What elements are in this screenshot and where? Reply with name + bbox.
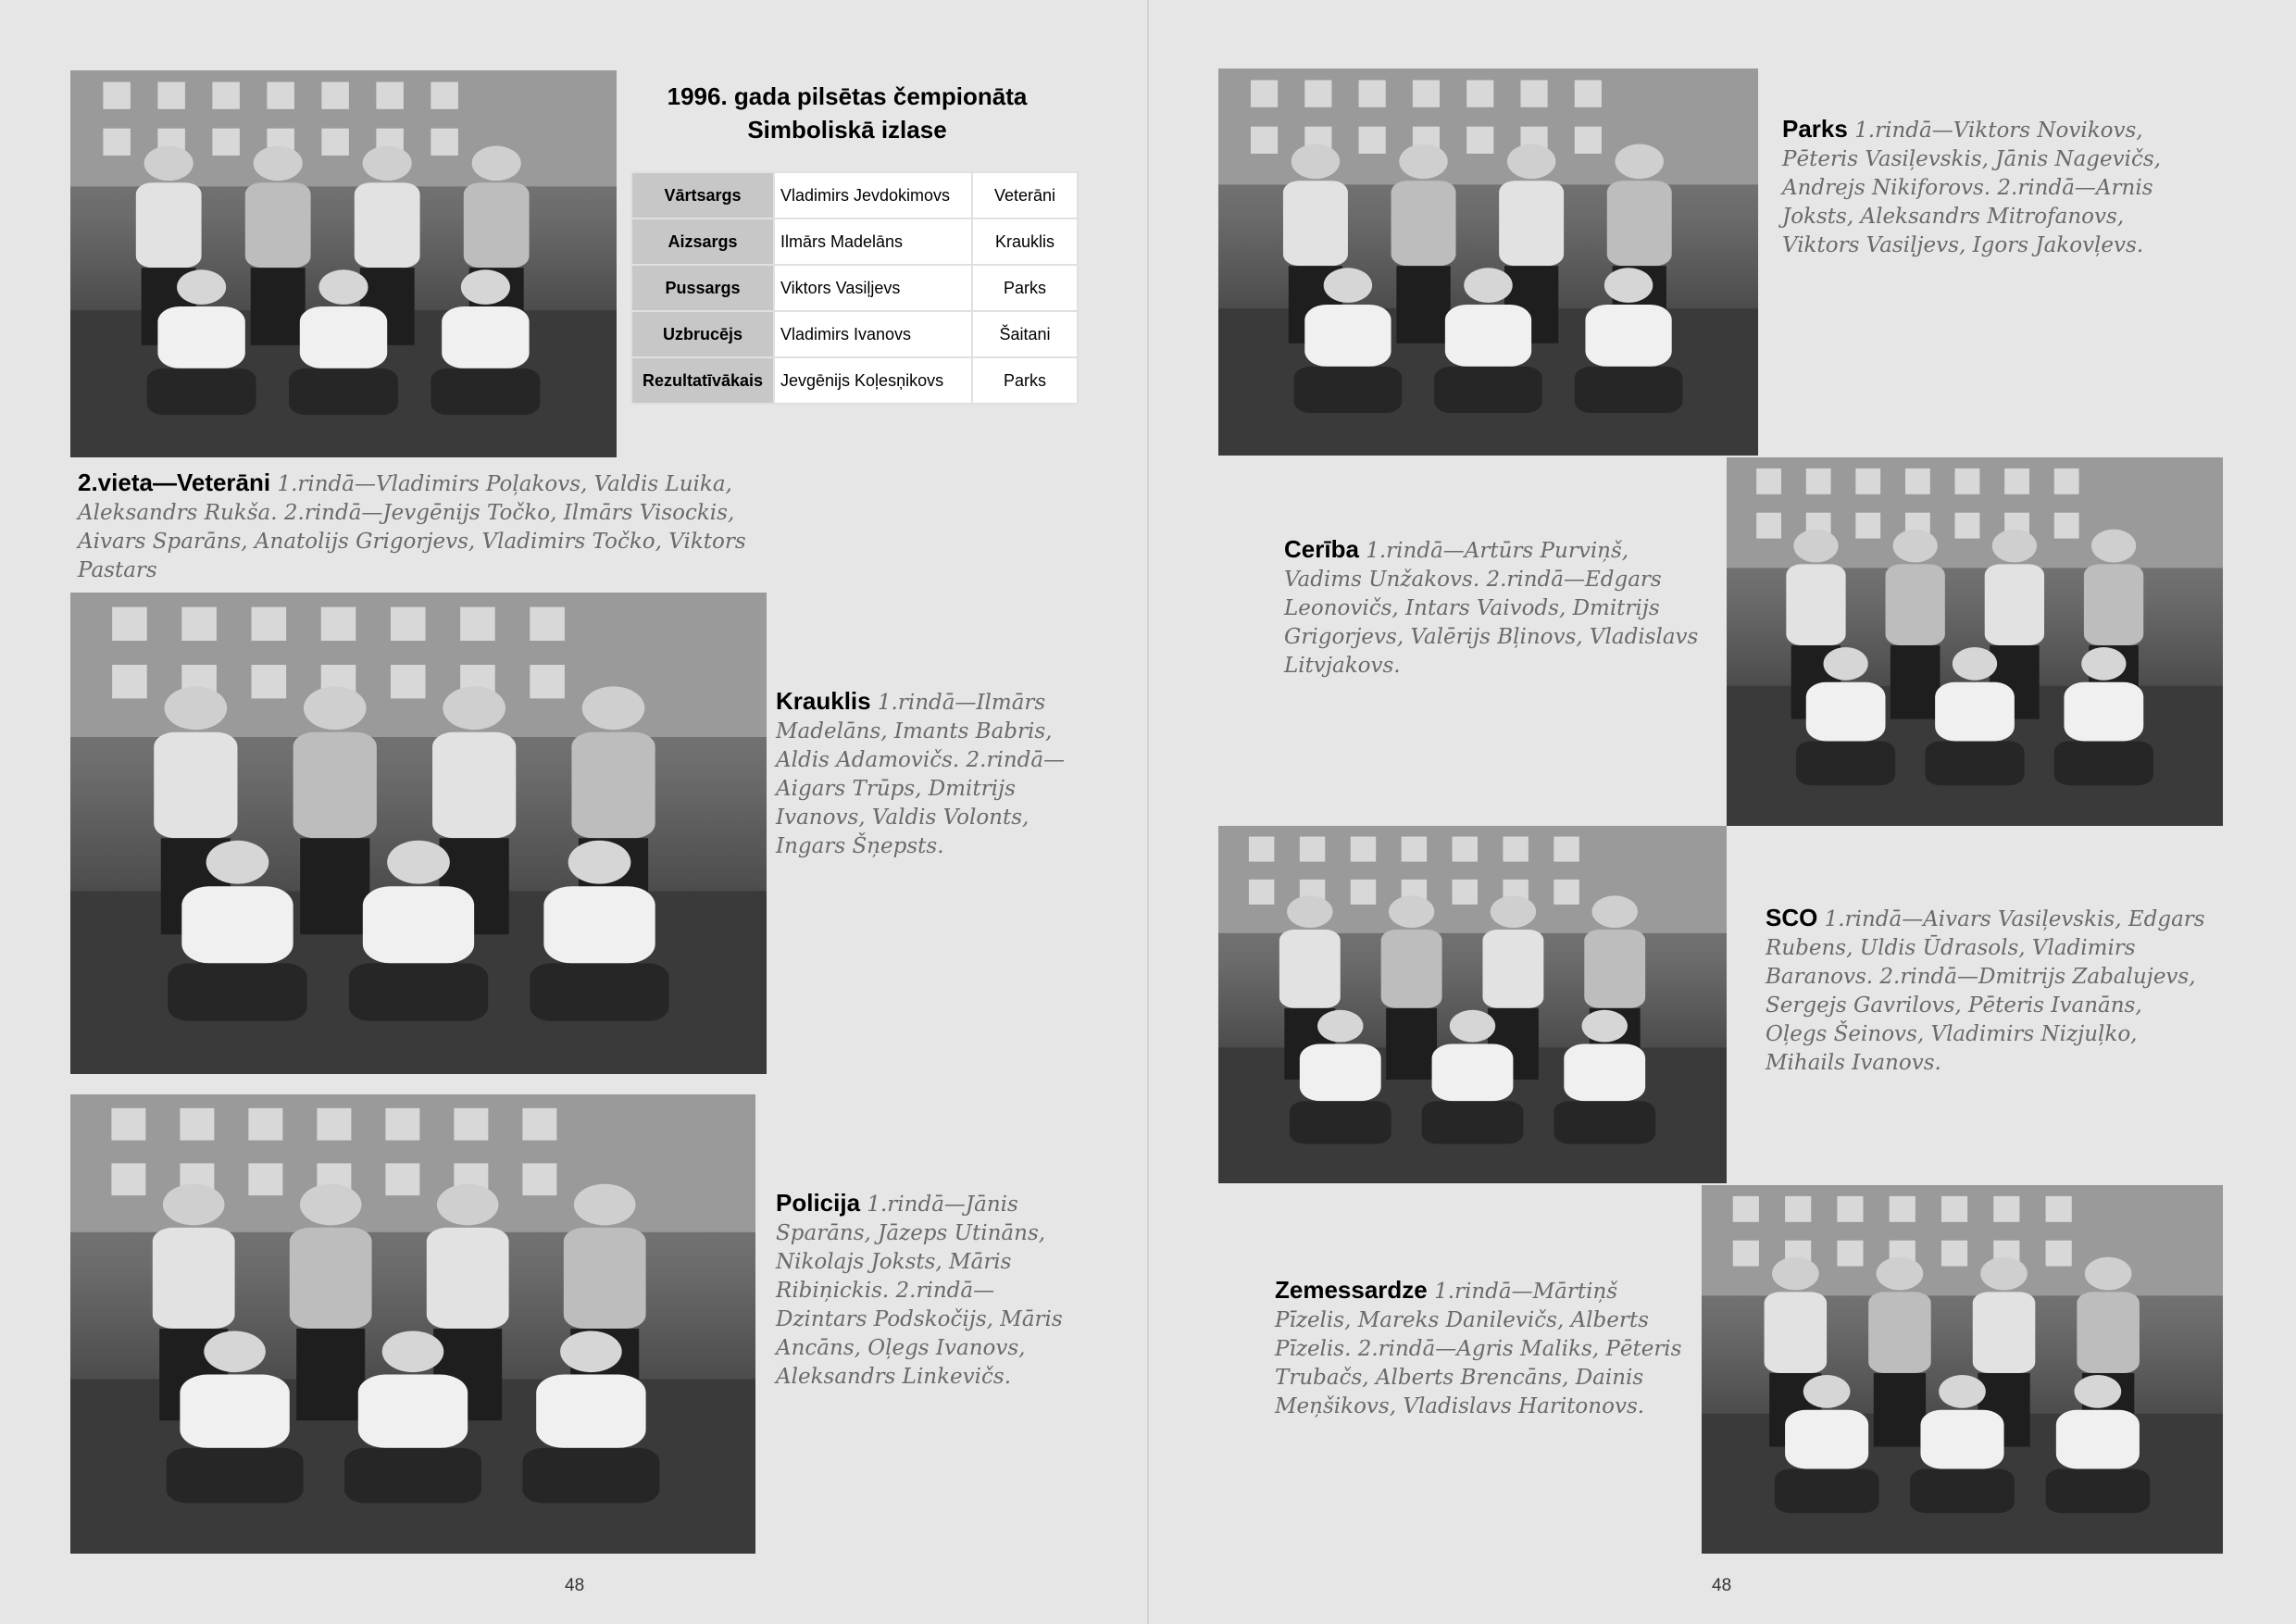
team-photo-veterani — [70, 70, 617, 457]
caption-krauklis — [776, 687, 1081, 861]
player-cell: Viktors Vasiļjevs — [774, 265, 972, 311]
team-cell: Parks — [972, 265, 1078, 311]
caption-veterani — [78, 468, 809, 585]
team-cell: Krauklis — [972, 219, 1078, 265]
table-row — [631, 172, 1078, 219]
position-cell: Vārtsargs — [631, 172, 774, 219]
caption-team-name: Krauklis — [776, 687, 871, 715]
team-photo-parks — [1218, 69, 1758, 456]
caption-text: 1.rindā—Mārtiņš Pīzelis, Mareks Danilevičs, Alberts Pīzelis. 2.rindā—Agris Maliks, Pēteris Trubačs, Alberts Brencāns, Dainis Meņšikovs, Vladislavs Haritonovs. — [1275, 1280, 1682, 1418]
team-photo-sco — [1218, 826, 1727, 1183]
caption-text: 1.rindā—Vladimirs Poļakovs, Valdis Luika, Aleksandrs Rukša. 2.rindā—Jevgēnijs Točko, Ilmārs Visockis, Aivars Sparāns, Anatolijs Grigorjevs, Vladimirs Točko, Viktors Pastars — [78, 472, 746, 582]
team-photo-krauklis — [70, 593, 767, 1074]
team-photo-policija — [70, 1094, 755, 1554]
caption-text: 1.rindā—Artūrs Purviņš, Vadims Unžakovs. 2.rindā—Edgars Leonovičs, Intars Vaivods, Dmitrijs Grigorjevs, Valērijs Bļinovs, Vladislavs Litvjakovs. — [1284, 539, 1699, 678]
caption-sco — [1766, 904, 2205, 1078]
caption-text: 1.rindā—Aivars Vasiļevskis, Edgars Rubens, Uldis Ūdrasols, Vladimirs Baranovs. 2.rindā—Dmitrijs Zabalujevs, Sergejs Gavrilovs, Pēteris Ivanāns, Oļegs Šeinovs, Vladimirs Nizjuļko, Mihails Ivanovs. — [1766, 907, 2205, 1075]
team-cell: Šaitani — [972, 311, 1078, 357]
position-cell: Aizsargs — [631, 219, 774, 265]
table-title — [639, 80, 1055, 146]
caption-parks — [1782, 115, 2180, 260]
symbolic-team-table — [630, 171, 1079, 405]
caption-team-name: Zemessardze — [1275, 1276, 1428, 1304]
caption-text: 1.rindā—Ilmārs Madelāns, Imants Babris, Aldis Adamovičs. 2.rindā—Aigars Trūps, Dmitrijs Ivanovs, Valdis Volonts, Ingars Šņepsts. — [776, 691, 1066, 858]
table-title-line2: Simboliskā izlase — [747, 116, 947, 144]
player-cell: Vladimirs Jevdokimovs — [774, 172, 972, 219]
team-cell: Parks — [972, 357, 1078, 404]
page-number: 48 — [1712, 1576, 1732, 1595]
table-row — [631, 219, 1078, 265]
caption-team-name: Policija — [776, 1189, 861, 1217]
table-title-line1: 1996. gada pilsētas čempionāta — [667, 82, 1028, 110]
position-cell: Rezultatīvākais — [631, 357, 774, 404]
table-row — [631, 357, 1078, 404]
team-cell: Veterāni — [972, 172, 1078, 219]
caption-text: 1.rindā—Viktors Novikovs, Pēteris Vasiļevskis, Jānis Nagevičs, Andrejs Nikiforovs. 2.rindā—Arnis Joksts, Aleksandrs Mitrofanovs, Viktors Vasiļjevs, Igors Jakovļevs. — [1782, 119, 2161, 257]
caption-policija — [776, 1189, 1081, 1392]
table-row — [631, 265, 1078, 311]
page-number: 48 — [565, 1576, 585, 1595]
right-page — [1149, 0, 2296, 1624]
caption-ceriba — [1284, 535, 1701, 681]
caption-zemessardze — [1275, 1276, 1682, 1421]
caption-team-name: Parks — [1782, 115, 1848, 143]
team-photo-ceriba — [1727, 457, 2223, 826]
team-photo-zemessardze — [1702, 1185, 2223, 1554]
table-row — [631, 311, 1078, 357]
caption-text: 1.rindā—Jānis Sparāns, Jāzeps Utināns, Nikolajs Joksts, Māris Ribiņickis. 2.rindā—Dzintars Podskočijs, Māris Ancāns, Oļegs Ivanovs, Aleksandrs Linkevičs. — [776, 1193, 1063, 1389]
player-cell: Jevgēnijs Koļesņikovs — [774, 357, 972, 404]
position-cell: Pussargs — [631, 265, 774, 311]
position-cell: Uzbrucējs — [631, 311, 774, 357]
caption-team-name: SCO — [1766, 904, 1818, 931]
caption-team-name: 2.vieta—Veterāni — [78, 468, 271, 496]
player-cell: Vladimirs Ivanovs — [774, 311, 972, 357]
player-cell: Ilmārs Madelāns — [774, 219, 972, 265]
left-page — [0, 0, 1147, 1624]
caption-team-name: Cerība — [1284, 535, 1359, 563]
